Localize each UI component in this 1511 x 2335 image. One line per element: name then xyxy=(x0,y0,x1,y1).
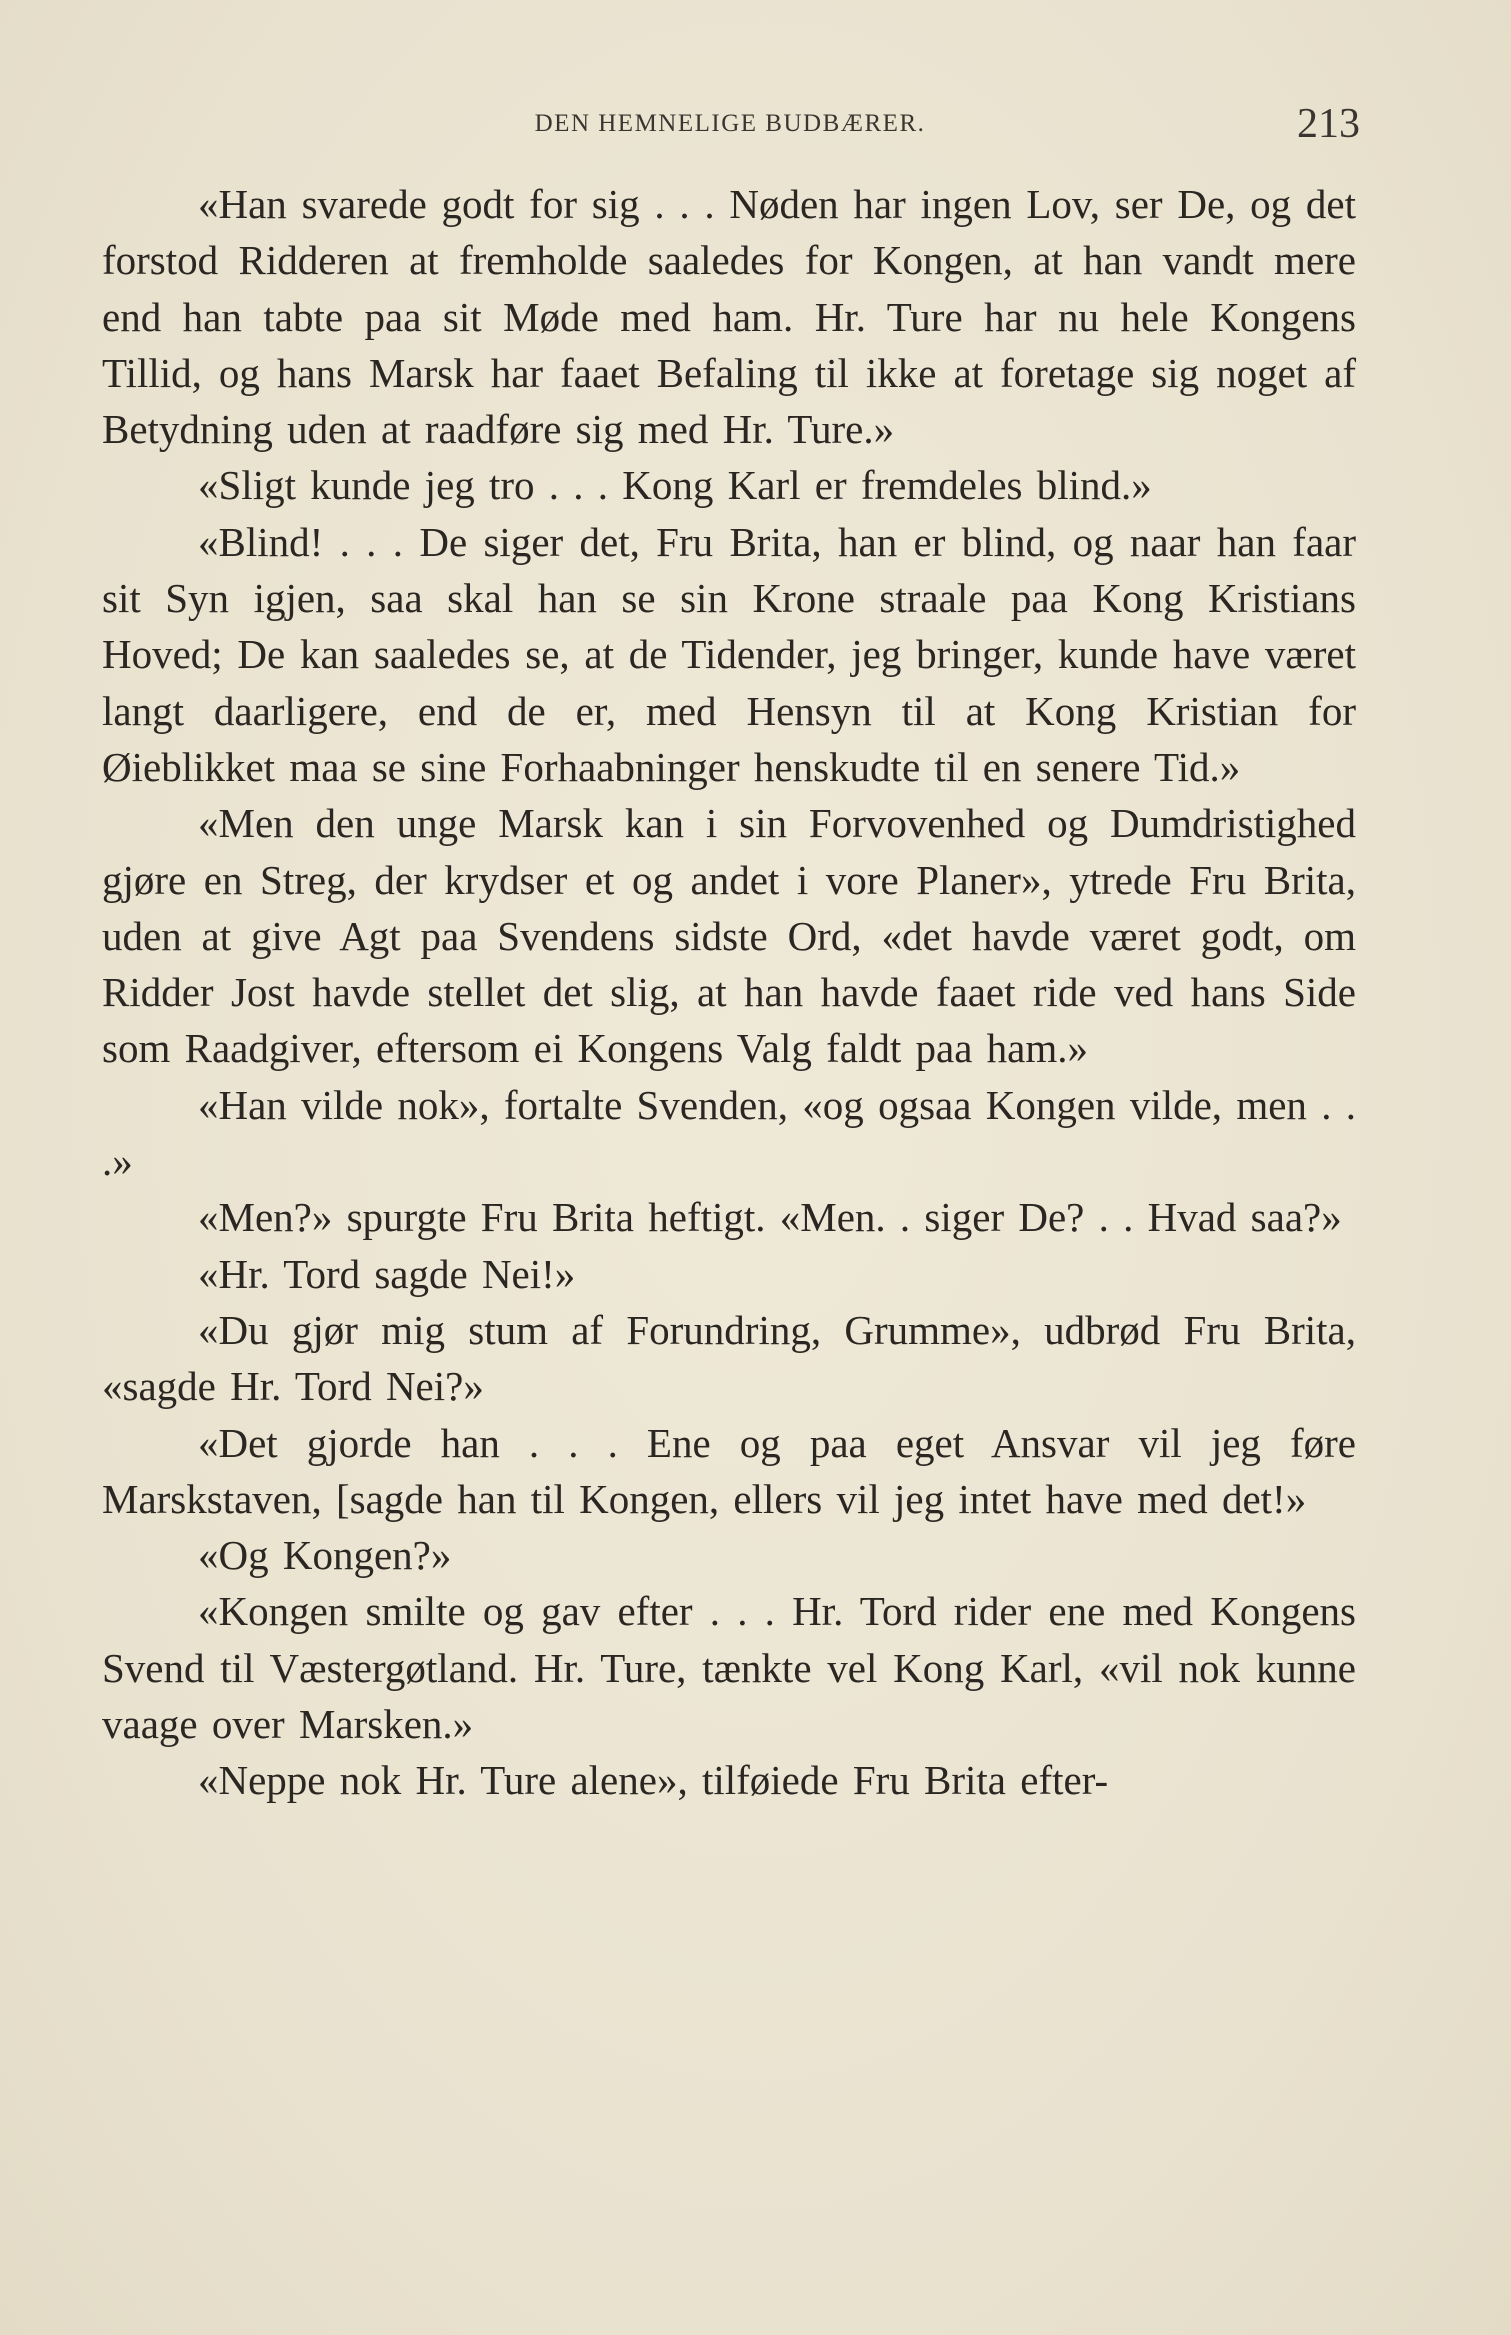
paragraph: «Neppe nok Hr. Ture alene», tilføiede Fru Brita efter- xyxy=(198,1757,1109,1804)
paragraph: «Han vilde nok», fortalte Svenden, «og ogsaa Kongen vilde, men . . .» xyxy=(102,1081,1356,1185)
paragraph: «Og Kongen?» xyxy=(198,1532,452,1579)
paragraph: «Hr. Tord sagde Nei!» xyxy=(198,1250,576,1297)
page-header xyxy=(100,100,1360,160)
paragraph: «Kongen smilte og gav efter . . . Hr. Tord rider ene med Kongens Svend til Væstergøtland. Hr. Ture, tænkte vel Kong Karl, «vil nok kunne vaage over Marsken.» xyxy=(102,1588,1356,1748)
page-number: 213 xyxy=(1297,101,1360,147)
paragraph: «Du gjør mig stum af Forundring, Grumme», udbrød Fru Brita, «sagde Hr. Tord Nei?» xyxy=(102,1306,1356,1410)
body-text xyxy=(102,176,1356,1809)
paragraph: «Det gjorde han . . . Ene og paa eget Ansvar vil jeg føre Marskstaven, [sagde han til Kongen, ellers vil jeg intet have med det!» xyxy=(102,1419,1356,1522)
paragraph: «Blind! . . . De siger det, Fru Brita, han er blind, og naar han faar sit Syn igjen, saa skal han se sin Krone straale paa Kong Kristians Hoved; De kan saaledes se, at de Tidender, jeg bringer, kunde have været langt daarligere, end de er, med Hensyn til at Kong Kristian for Øieblikket maa se sine Forhaabninger henskudte til en senere Tid.» xyxy=(102,518,1356,790)
paragraph: «Men?» spurgte Fru Brita heftigt. «Men. . siger De? . . Hvad saa?» xyxy=(198,1194,1342,1241)
paragraph: «Sligt kunde jeg tro . . . Kong Karl er fremdeles blind.» xyxy=(198,462,1152,509)
running-head: DEN HEMNELIGE BUDBÆRER. xyxy=(534,110,926,137)
paragraph: «Men den unge Marsk kan i sin Forvovenhed og Dumdristighed gjøre en Streg, der krydser et og andet i vore Planer», ytrede Fru Brita, uden at give Agt paa Svendens sidste Ord, «det havde været godt, om Ridder Jost havde stellet det slig, at han havde faaet ride ved hans Side som Raadgiver, eftersom ei Kongens Valg faldt paa ham.» xyxy=(102,800,1356,1072)
paragraph: «Han svarede godt for sig . . . Nøden har ingen Lov, ser De, og det forstod Ridderen at fremholde saaledes for Kongen, at han vandt mere end han tabte paa sit Møde med ham. Hr. Ture har nu hele Kongens Tillid, og hans Marsk har faaet Befaling til ikke at foretage sig noget af Betydning uden at raadføre sig med Hr. Ture.» xyxy=(102,181,1356,453)
